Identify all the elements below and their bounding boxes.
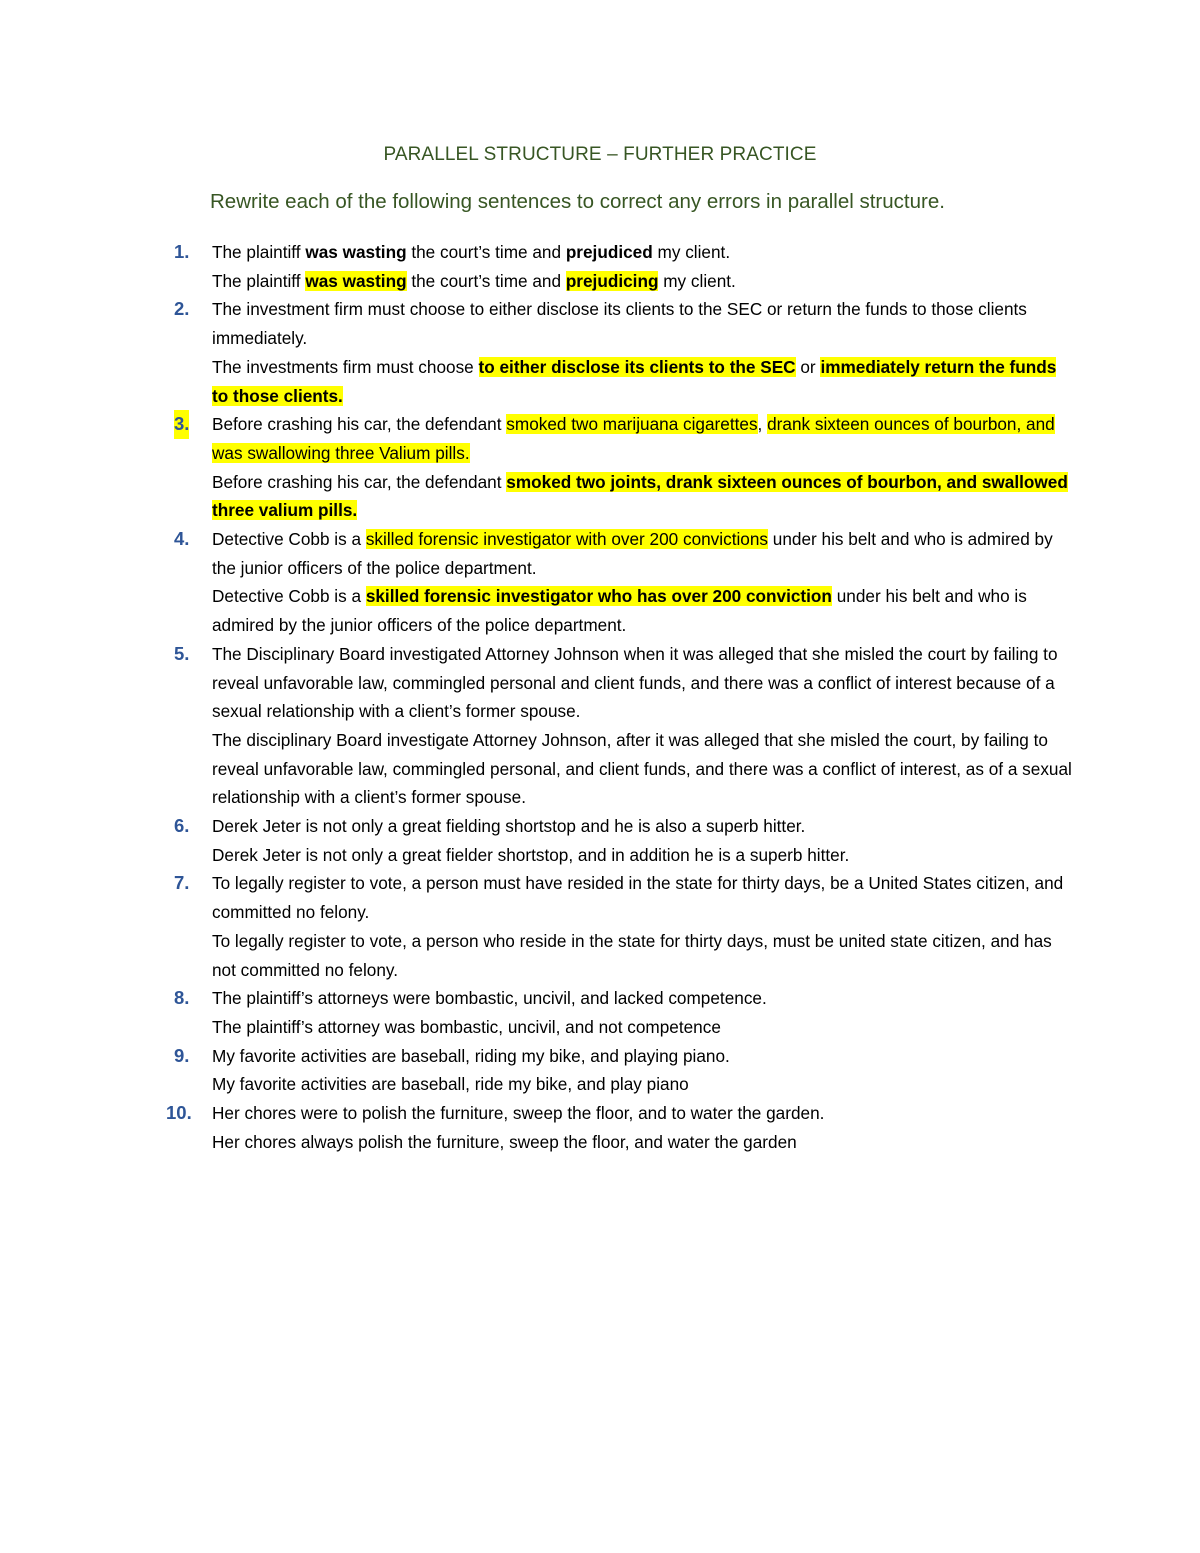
rewritten-sentence	[212, 582, 1072, 639]
rewritten-sentence	[212, 1013, 1072, 1042]
sentence-segment: My favorite activities are baseball, riding my bike, and playing piano.	[212, 1045, 730, 1066]
exercise-item	[0, 525, 1072, 640]
sentence-segment: Before crashing his car, the defendant	[212, 414, 507, 435]
sentence-segment: prejudiced	[565, 242, 653, 262]
sentence-segment: The Disciplinary Board investigated Attorney Johnson when it was alleged that she misled the court by failing to reveal unfavorable law, commingled personal and client funds, and there was a conflict of interest because of a sexual relationship with a client’s former spouse.	[212, 643, 1058, 722]
exercise-item	[0, 238, 1072, 295]
original-sentence	[212, 869, 1072, 926]
exercise-number: 5.	[174, 642, 190, 664]
exercise-number: 2.	[174, 298, 190, 320]
original-sentence	[212, 1042, 1072, 1071]
rewritten-sentence	[212, 468, 1072, 525]
document-title: PARALLEL STRUCTURE – FURTHER PRACTICE	[383, 144, 817, 165]
sentence-segment: Before crashing his car, the defendant	[212, 471, 507, 492]
original-sentence	[212, 295, 1072, 352]
exercise-item	[0, 1042, 1072, 1099]
exercise-item	[0, 869, 1072, 984]
rewritten-sentence	[212, 927, 1072, 984]
rewritten-sentence	[212, 726, 1072, 812]
exercise-number: 7.	[174, 872, 190, 894]
exercise-number: 3.	[174, 410, 189, 439]
original-sentence	[212, 410, 1072, 467]
rewritten-sentence	[212, 1070, 1072, 1099]
highlighted-phrase: skilled forensic investigator with over 200 convictions	[365, 529, 768, 550]
sentence-segment: under his belt and who is admired by the junior officers of the police department.	[212, 529, 1053, 578]
sentence-segment: The investments firm must choose	[212, 356, 479, 377]
rewritten-sentence	[212, 841, 1072, 870]
sentence-segment: The plaintiff	[212, 242, 306, 262]
sentence-segment: Derek Jeter is not only a great fielding shortstop and he is also a superb hitter.	[212, 816, 806, 837]
sentence-segment: under his belt and who is admired by the junior officers of the police department.	[212, 586, 1027, 636]
rewritten-sentence	[212, 1128, 1072, 1157]
sentence-segment: Detective Cobb is a	[212, 586, 366, 607]
sentence-segment: the court’s time and	[406, 242, 566, 262]
original-sentence	[212, 525, 1072, 582]
exercise-number: 8.	[174, 987, 190, 1009]
exercise-item	[0, 640, 1072, 812]
sentence-segment: The investment firm must choose to either disclose its clients to the SEC or return the funds to those clients immediately.	[212, 299, 1027, 349]
sentence-segment: The plaintiff’s attorney was bombastic, uncivil, and not competence	[212, 1016, 721, 1037]
original-sentence	[212, 984, 1072, 1013]
exercise-item	[0, 410, 1072, 525]
sentence-segment: the court’s time and	[406, 270, 566, 291]
highlighted-phrase: smoked two joints, drank sixteen ounces of bourbon, and swallowed three valium pills.	[212, 471, 1068, 521]
sentence-segment: The plaintiff’s attorneys were bombastic, uncivil, and lacked competence.	[212, 988, 767, 1009]
sentence-segment: My favorite activities are baseball, ride my bike, and play piano	[212, 1074, 689, 1095]
highlighted-phrase: smoked two marijuana cigarettes	[506, 414, 758, 435]
original-sentence	[212, 1099, 1072, 1128]
rewritten-sentence	[212, 353, 1072, 410]
exercise-item	[0, 984, 1072, 1041]
exercise-number: 1.	[174, 241, 190, 262]
sentence-segment: Derek Jeter is not only a great fielder shortstop, and in addition he is a superb hitter.	[212, 844, 850, 865]
sentence-segment: Her chores were to polish the furniture, sweep the floor, and to water the garden.	[212, 1103, 825, 1124]
original-sentence	[212, 812, 1072, 841]
exercise-item	[0, 1099, 1072, 1156]
exercise-number: 4.	[174, 528, 190, 550]
highlighted-phrase: drank sixteen ounces of bourbon, and was swallowing three Valium pills.	[212, 414, 1055, 463]
sentence-segment: or	[795, 356, 821, 377]
sentence-segment: The disciplinary Board investigate Attorney Johnson, after it was alleged that she misled the court, by failing to reveal unfavorable law, commingled personal, and client funds, and there was a conflict of interest, as of a sexual relationship with a client’s former spouse.	[212, 729, 1072, 808]
sentence-segment: was wasting	[305, 242, 407, 262]
exercise-item	[0, 295, 1072, 410]
highlighted-phrase: prejudicing	[565, 270, 659, 291]
sentence-segment: Detective Cobb is a	[212, 529, 366, 550]
exercise-list	[0, 238, 1200, 1157]
document-instruction: Rewrite each of the following sentences to correct any errors in parallel structure.	[210, 190, 945, 213]
highlighted-phrase: was wasting	[305, 270, 407, 291]
highlighted-phrase: immediately return the funds to those clients.	[212, 356, 1057, 406]
highlighted-phrase: skilled forensic investigator who has over 200 conviction	[365, 586, 832, 607]
exercise-number: 6.	[174, 815, 190, 837]
original-sentence	[212, 238, 1072, 267]
sentence-segment: my client.	[652, 242, 731, 262]
sentence-segment: ,	[757, 414, 768, 435]
sentence-segment: The plaintiff	[212, 270, 306, 291]
sentence-segment: Her chores always polish the furniture, sweep the floor, and water the garden	[212, 1131, 797, 1152]
sentence-segment: To legally register to vote, a person must have resided in the state for thirty days, be a United States citizen, and committed no felony.	[212, 873, 1064, 923]
sentence-segment: my client.	[658, 270, 736, 291]
original-sentence	[212, 640, 1072, 726]
sentence-segment: To legally register to vote, a person who reside in the state for thirty days, must be united state citizen, and has not committed no felony.	[212, 930, 1052, 980]
exercise-item	[0, 812, 1072, 869]
exercise-number: 9.	[174, 1044, 190, 1066]
highlighted-phrase: to either disclose its clients to the SEC	[478, 356, 796, 377]
exercise-number: 10.	[166, 1102, 192, 1124]
rewritten-sentence	[212, 267, 1072, 296]
